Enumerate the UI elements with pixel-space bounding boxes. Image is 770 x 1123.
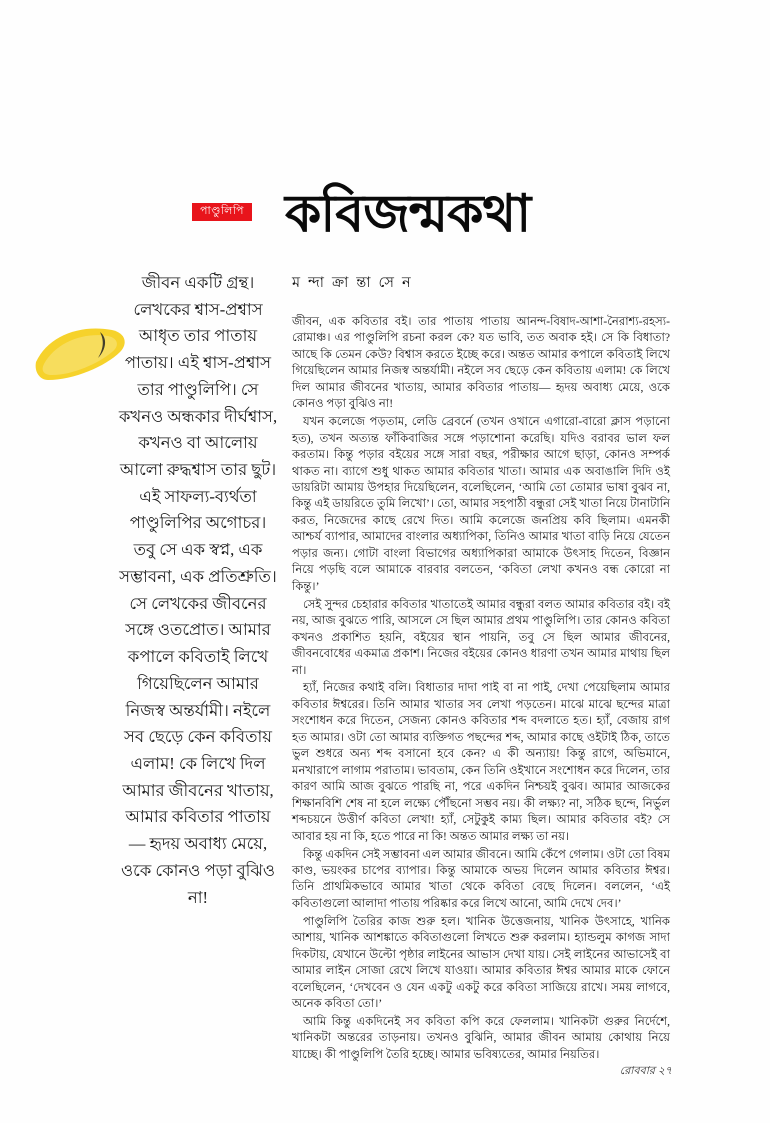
author-byline: ম ন্দা ক্রা ন্তা সে ন	[292, 275, 413, 291]
body-paragraph: আমি কিন্তু একদিনেই সব কবিতা কপি করে ফেললাম। খানিকটা গুরুর নির্দেশে, খানিকটা অন্তরের তাড়নায়। তখনও বুঝিনি, আমার জীবন আমায় কোথায় নিয়ে যাচ্ছে। কী পাণ্ডুলিপি তৈরি হচ্ছে। আমার ভবিষ্যতের, আমার নিয়তির।	[292, 1015, 670, 1061]
body-paragraph: কিন্তু একদিন সেই সম্ভাবনা এল আমার জীবনে। আমি কেঁপে গেলাম। ওটা তো বিষম কাণ্ড, ভয়ংকর চাপের ব্যাপার। কিন্তু আমাকে অভয় দিলেন আমার কবিতার ঈশ্বর। তিনি প্রাথমিকভাবে আমার খাতা থেকে কবিতা বেছে দিলেন। বললেন, ‘এই কবিতাগুলো আলাদা পাতায় পরিষ্কার করে লিখে আনো, আমি দেখে দেব।’	[292, 847, 670, 910]
brush-stroke-decoration	[34, 318, 130, 388]
body-paragraph: পাণ্ডুলিপি তৈরির কাজ শুরু হল। খানিক উত্তেজনায়, খানিক উৎসাহে, খানিক আশায়, খানিক আশঙ্কাতে কবিতাগুলো লিখতে শুরু করলাম। হ্যান্ডলুম কাগজ সাদা দিকটায়, যেখানে উল্টো পৃষ্ঠার লাইনের আভাস দেখা যায়। সেই লাইনের আভাসেই বা আমার লাইন সোজা রেখে লিখে যাওয়া। আমার কবিতার ঈশ্বর আমার মাকে ফোনে বলেছিলেন, ‘দেখবেন ও যেন একটু একটু করে কবিতা সাজিয়ে রাখে। সময় লাগবে, অনেক কবিতা তো।’	[292, 914, 670, 1011]
article-title: কবিজন্মকথা	[285, 186, 531, 243]
pull-quote-column	[118, 270, 278, 911]
article-body-column	[292, 272, 670, 1065]
body-paragraph: জীবন, এক কবিতার বই। তার পাতায় পাতায় আনন্দ-বিষাদ-আশা-নৈরাশ্য-রহস্য-রোমাঞ্চ। এর পাণ্ডুলিপি রচনা করল কে? যত ভাবি, তত অবাক হই। সে কি বিধাতা? আছে কি তেমন কেউ? বিশ্বাস করতে ইচ্ছে করে। অন্তত আমার কপালে কবিতাই লিখে গিয়েছিলেন আমার নিজস্ব অন্তর্যামী। নইলে সব ছেড়ে কেন কবিতায় এলাম! কে লিখে দিল আমার জীবনের খাতায়, আমার কবিতার পাতায়— হৃদয় অবাধ্য মেয়ে, ওকে কোনও পড়া বুঝিও না!	[292, 315, 670, 411]
section-kicker-badge: পাণ্ডুলিপি	[192, 203, 252, 221]
article-header	[180, 185, 700, 255]
body-paragraph: যখন কলেজে পড়তাম, লেডি ব্রেবর্নে (তখন ওখানে এগারো-বারো ক্লাস পড়ানো হত), তখন অত্যন্ত ফাঁকিবাজির সঙ্গে পড়াশোনা করেছি। যদিও বরাবর ভাল ফল করতাম। কিন্তু পড়ার বইয়ের সঙ্গে সারা বছর, পরীক্ষার আগে ছাড়া, কোনও সম্পর্ক থাকত না। ব্যাগে শুধু থাকত আমার কবিতার খাতা। আমার এক অবাঙালি দিদি ওই ডায়রিটা আমায় উপহার দিয়েছিলেন, বলেছিলেন, ‘আমি তো তোমার ভাষা বুঝব না, কিন্তু এই ডায়রিতে তুমি লিখো’। তো, আমার সহপাঠী বন্ধুরা সেই খাতা নিয়ে টানাটানি করত, নিজেদের কাছে রেখে দিত। আমি কলেজে জনপ্রিয় কবি ছিলাম। এমনকী আশ্চর্য ব্যাপার, আমাদের বাংলার অধ্যাপিকা, তিনিও আমার খাতা বাড়ি নিয়ে যেতেন পড়ার জন্য। গোটা বাংলা বিভাগের অধ্যাপিকারা আমাকে উৎসাহ দিতেন, বিজ্ঞান নিয়ে পড়ছি বলে আমাকে বারবার বলতেন, ‘কবিতা লেখা কখনও বন্ধ কোরো না কিন্তু।’	[292, 415, 670, 593]
page-footer: রোববার ২৭	[619, 1065, 672, 1077]
body-paragraph: সেই সুন্দর চেহারার কবিতার খাতাতেই আমার বন্ধুরা বলত আমার কবিতার বই। বই নয়, আজ বুঝতে পারি, আসলে সে ছিল আমার প্রথম পাণ্ডুলিপি। তার কোনও কবিতা কখনও প্রকাশিত হয়নি, বইয়ের স্থান পায়নি, তবু সে ছিল আমার জীবনের, জীবনবোধের একমাত্র প্রকাশ। নিজের বইয়ের কোনও ধারণা তখন আমার মাথায় ছিল না।	[292, 597, 671, 677]
body-paragraph: হ্যাঁ, নিজের কথাই বলি। বিধাতার দাদা পাই বা না পাই, দেখা পেয়েছিলাম আমার কবিতার ঈশ্বরের। তিনি আমার খাতার সব লেখা পড়তেন। মাঝে মাঝে ছন্দের মাত্রা সংশোধন করে দিতেন, সেজন্য কোনও কবিতার শব্দ বদলাতে হত। হ্যাঁ, বেজায় রাগ হত আমার। ওটা তো আমার ব্যক্তিগত পছন্দের শব্দ, আমার কাছে ওইটাই ঠিক, তাতে ভুল শুধরে অন্য শব্দ বসানো হবে কেন? এ কী অন্যায়! কিন্তু রাগে, অভিমানে, মনখারাপে লাগাম পরাতাম। ভাবতাম, কেন তিনি ওইখানে সংশোধন করে দিলেন, তার কারণ আমি আজ বুঝতে পারছি না, পরে একদিন নিশ্চয়ই বুঝব। আমার আজকের শিক্ষানবিশি শেষ না হলে লক্ষ্যে পৌঁছনো সম্ভব নয়। কী লক্ষ্য? না, সঠিক ছন্দে, নির্ভুল শব্দচয়নে উত্তীর্ণ কবিতা লেখা! হ্যাঁ, সেটুকুই কাম্য ছিল। আমার কবিতার বই? সে আবার হয় না কি, হতে পারে না কি! অন্তত আমার লক্ষ্য তা নয়।	[292, 681, 670, 843]
article-body	[292, 314, 670, 1063]
pull-quote-text: জীবন একটি গ্রন্থ। লেখকের শ্বাস-প্রশ্বাস আধৃত তার পাতায় পাতায়। এই শ্বাস-প্রশ্বাস তার পাণ্ডুলিপি। সে কখনও অন্ধকার দীর্ঘশ্বাস, কখনও বা আলোয় আলো রুদ্ধশ্বাস তার ছুট। এই সাফল্য-ব্যর্থতা পাণ্ডুলিপির অগোচর। তবু সে এক স্বপ্ন, এক সম্ভাবনা, এক প্রতিশ্রুতি। সে লেখকের জীবনের সঙ্গে ওতপ্রোত। আমার কপালে কবিতাই লিখে গিয়েছিলেন আমার নিজস্ব অন্তর্যামী। নইলে সব ছেড়ে কেন কবিতায় এলাম! কে লিখে দিল আমার জীবনের খাতায়, আমার কবিতার পাতায়— হৃদয় অবাধ্য মেয়ে, ওকে কোনও পড়া বুঝিও না!	[118, 273, 278, 907]
